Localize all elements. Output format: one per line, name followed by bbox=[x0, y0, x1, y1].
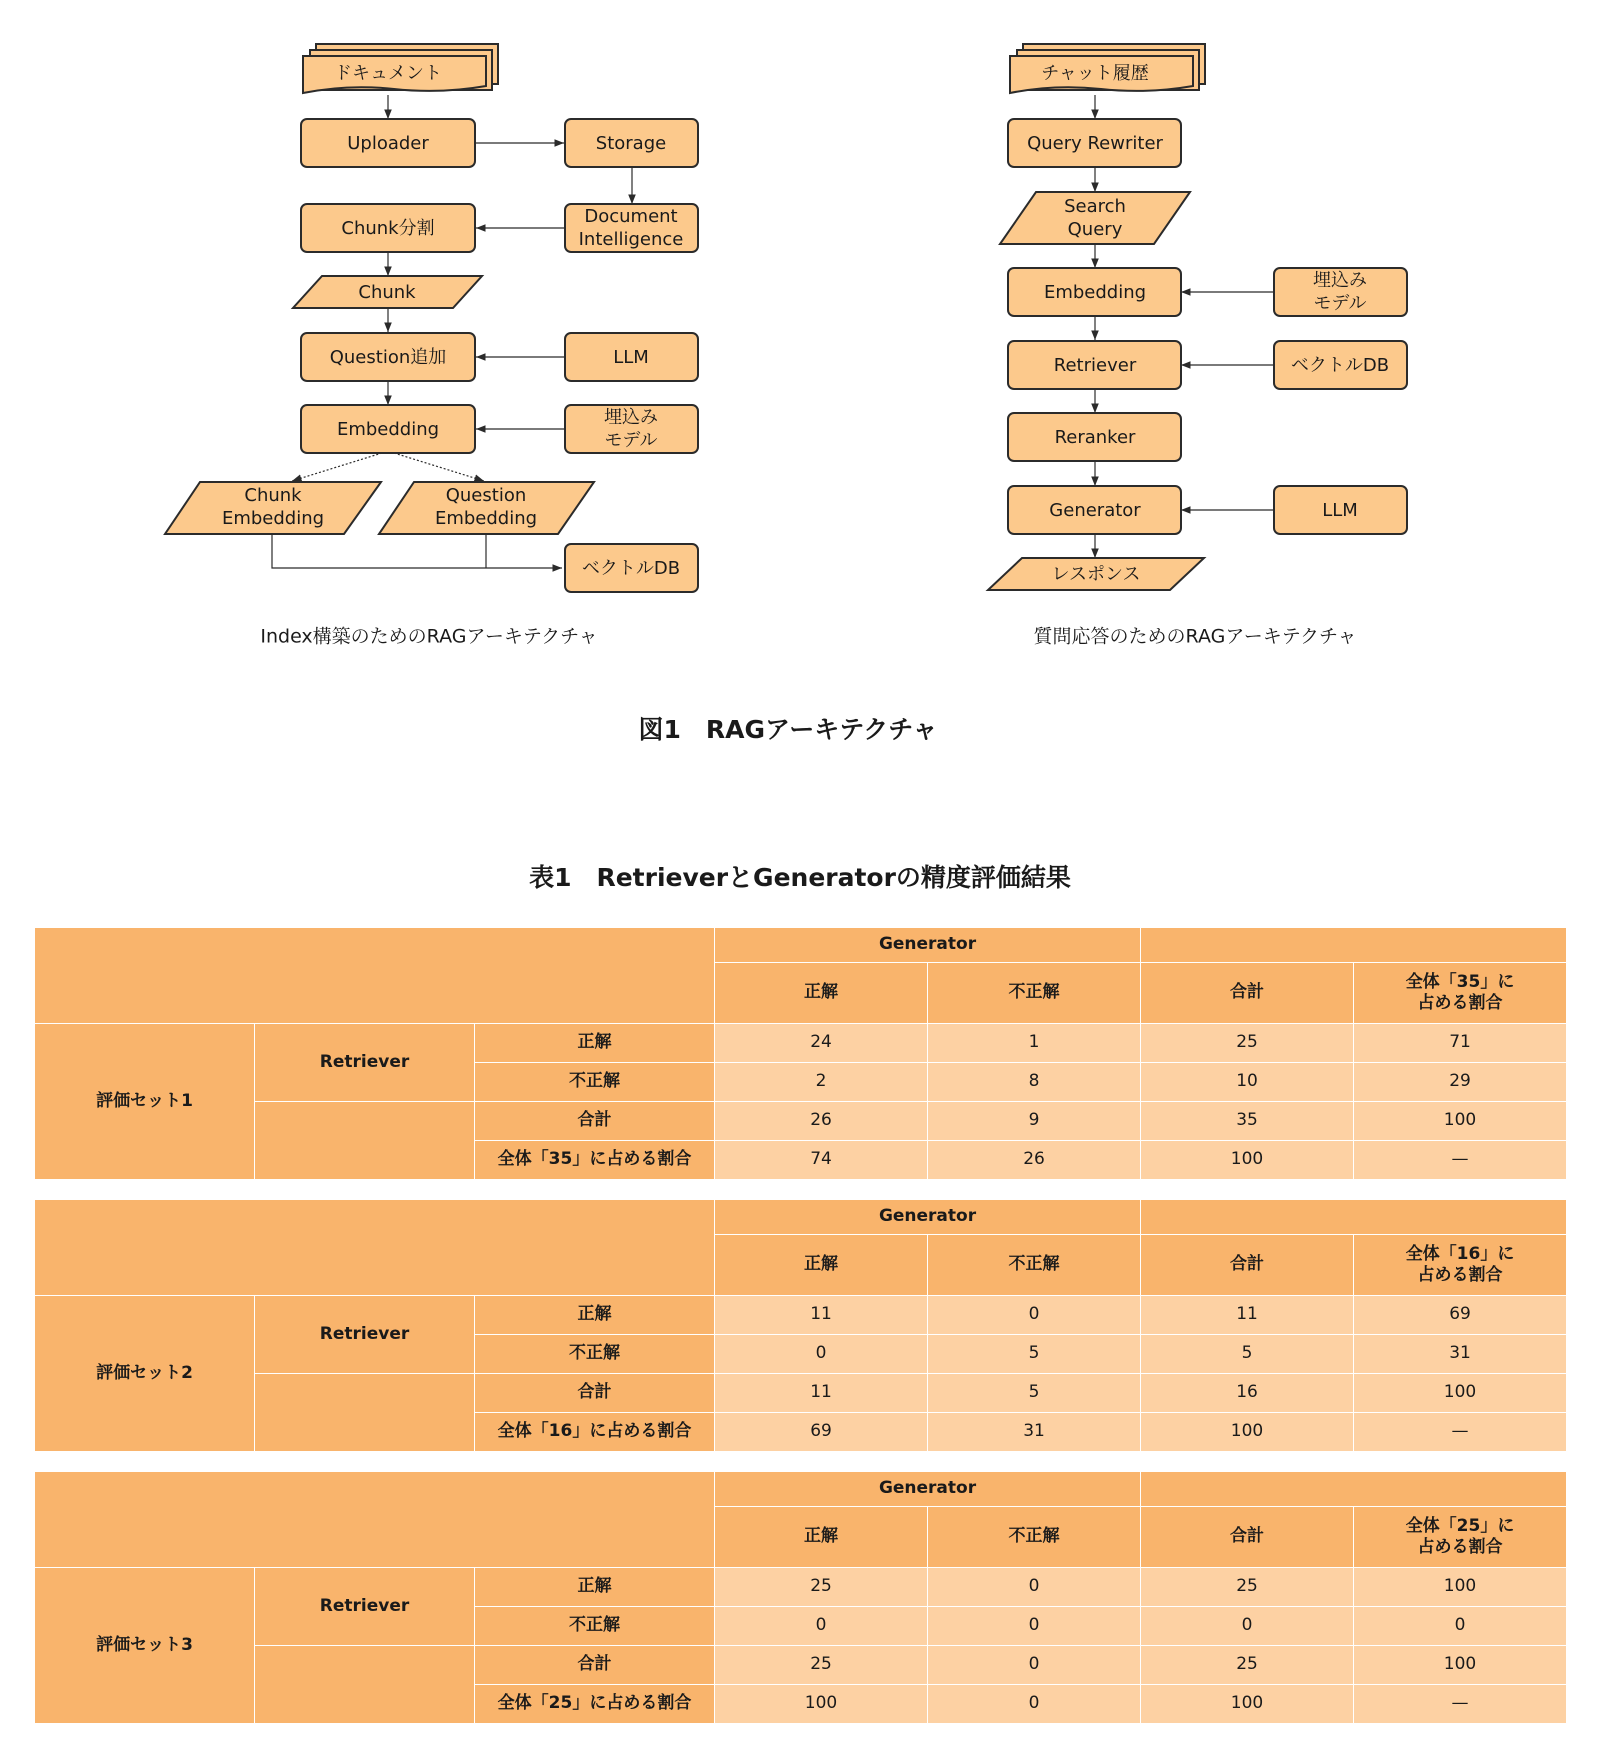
row-header: 正解 bbox=[475, 1296, 715, 1335]
vector-db-node-qa bbox=[1274, 341, 1407, 389]
retriever-header: Retriever bbox=[255, 1024, 475, 1102]
document-intelligence-label-2: Intelligence bbox=[578, 229, 684, 250]
embedding-node-index bbox=[301, 405, 475, 453]
rag-architecture-figure bbox=[0, 0, 1600, 760]
generator-node bbox=[1008, 486, 1181, 534]
table-cell: 11 bbox=[715, 1374, 928, 1413]
share-header-line-2: 占める割合 bbox=[1417, 1537, 1503, 1557]
table-cell: 9 bbox=[928, 1102, 1141, 1141]
row-header: 不正解 bbox=[475, 1063, 715, 1102]
vector-db-label-index: ベクトルDB bbox=[581, 558, 681, 579]
document-node bbox=[303, 44, 498, 93]
evaluation-set-label: 評価セット3 bbox=[35, 1568, 255, 1724]
embed-model-label-qa-2: モデル bbox=[1313, 293, 1367, 314]
table-cell: 0 bbox=[1141, 1607, 1354, 1646]
row-header: 不正解 bbox=[475, 1335, 715, 1374]
embed-model-label-qa-1: 埋込み bbox=[1313, 270, 1367, 291]
question-add-node bbox=[301, 333, 475, 381]
share-header-line-1: 全体「16」に bbox=[1405, 1243, 1515, 1264]
embed-model-node-index bbox=[565, 405, 698, 453]
column-header: 合計 bbox=[1141, 1507, 1354, 1568]
retriever-header: Retriever bbox=[255, 1296, 475, 1374]
uploader-node bbox=[301, 119, 475, 167]
retriever-blank bbox=[255, 1646, 475, 1724]
table-cell: 100 bbox=[1354, 1568, 1567, 1607]
uploader-label: Uploader bbox=[347, 133, 429, 154]
document-intelligence-label-1: Document bbox=[584, 206, 678, 227]
table-cell: 71 bbox=[1354, 1024, 1567, 1063]
query-rewriter-node bbox=[1008, 119, 1181, 167]
table-cell: 31 bbox=[928, 1413, 1141, 1452]
column-header: 不正解 bbox=[928, 1235, 1141, 1296]
table-cell: 8 bbox=[928, 1063, 1141, 1102]
table-cell: 100 bbox=[1354, 1646, 1567, 1685]
table-cell: 0 bbox=[928, 1646, 1141, 1685]
chunk-label: Chunk bbox=[358, 282, 416, 303]
embedding-label-index: Embedding bbox=[336, 419, 440, 440]
chunk-split-label: Chunk分割 bbox=[341, 218, 435, 239]
chunk-split-node bbox=[301, 204, 475, 252]
embed-model-node-qa bbox=[1274, 268, 1407, 316]
table-cell: 1 bbox=[928, 1024, 1141, 1063]
table-cell: 2 bbox=[715, 1063, 928, 1102]
share-column-header bbox=[1354, 1235, 1567, 1296]
search-query-node bbox=[1000, 192, 1190, 244]
qa-architecture-diagram bbox=[988, 44, 1407, 648]
row-header: 正解 bbox=[475, 1024, 715, 1063]
storage-label: Storage bbox=[595, 133, 667, 154]
table-cell: 10 bbox=[1141, 1063, 1354, 1102]
share-column-header bbox=[1354, 1507, 1567, 1568]
table-cell: 100 bbox=[1141, 1141, 1354, 1180]
question-embedding-label-1: Question bbox=[445, 485, 527, 506]
header-blank bbox=[1141, 928, 1567, 963]
retriever-label: Retriever bbox=[1053, 355, 1137, 376]
header-blank bbox=[1141, 1200, 1567, 1235]
row-header: 全体「16」に占める割合 bbox=[475, 1413, 715, 1452]
response-node bbox=[988, 558, 1204, 590]
edge-embedding-questionemb bbox=[394, 453, 484, 481]
column-header: 正解 bbox=[715, 1507, 928, 1568]
table-title: 表1 RetrieverとGeneratorの精度評価結果 bbox=[529, 863, 1071, 892]
table-corner bbox=[35, 928, 715, 1024]
share-header-line-1: 全体「35」に bbox=[1405, 971, 1515, 992]
retriever-blank bbox=[255, 1374, 475, 1452]
table-corner bbox=[35, 1472, 715, 1568]
search-query-label-1: Search bbox=[1064, 196, 1126, 217]
table-cell: 100 bbox=[1141, 1685, 1354, 1724]
column-header: 合計 bbox=[1141, 963, 1354, 1024]
table-cell: 0 bbox=[928, 1296, 1141, 1335]
response-label: レスポンス bbox=[1051, 564, 1141, 585]
evaluation-set-label: 評価セット1 bbox=[35, 1024, 255, 1180]
table-cell: 100 bbox=[1141, 1413, 1354, 1452]
table-cell: 5 bbox=[928, 1335, 1141, 1374]
table-cell: 5 bbox=[928, 1374, 1141, 1413]
table-cell: 25 bbox=[715, 1646, 928, 1685]
embedding-label-qa: Embedding bbox=[1043, 282, 1147, 303]
table-cell: 69 bbox=[1354, 1296, 1567, 1335]
table-cell: 11 bbox=[715, 1296, 928, 1335]
llm-label-index: LLM bbox=[613, 347, 649, 368]
table-cell: 26 bbox=[928, 1141, 1141, 1180]
evaluation-table-set-2 bbox=[34, 1199, 1567, 1452]
row-header: 合計 bbox=[475, 1646, 715, 1685]
chunk-node bbox=[293, 276, 482, 308]
vector-db-label-qa: ベクトルDB bbox=[1290, 355, 1390, 376]
edge-chunkemb-vectordb bbox=[272, 534, 562, 568]
generator-header: Generator bbox=[715, 1472, 1141, 1507]
share-column-header bbox=[1354, 963, 1567, 1024]
chunk-embedding-node bbox=[165, 482, 381, 534]
chunk-embedding-label-2: Embedding bbox=[221, 508, 325, 529]
index-architecture-diagram bbox=[165, 44, 698, 648]
table-cell: 0 bbox=[928, 1685, 1141, 1724]
generator-header: Generator bbox=[715, 928, 1141, 963]
share-header-line-2: 占める割合 bbox=[1417, 993, 1503, 1013]
chat-history-label: チャット履歴 bbox=[1041, 63, 1149, 84]
llm-label-qa: LLM bbox=[1322, 500, 1358, 521]
table-cell: 100 bbox=[715, 1685, 928, 1724]
column-header: 正解 bbox=[715, 963, 928, 1024]
column-header: 合計 bbox=[1141, 1235, 1354, 1296]
row-header: 合計 bbox=[475, 1102, 715, 1141]
row-header: 全体「35」に占める割合 bbox=[475, 1141, 715, 1180]
table-cell: — bbox=[1354, 1141, 1567, 1180]
table-cell: 16 bbox=[1141, 1374, 1354, 1413]
embed-model-label-index-2: モデル bbox=[604, 430, 658, 451]
table-cell: 11 bbox=[1141, 1296, 1354, 1335]
figure-title: 図1 RAGアーキテクチャ bbox=[638, 715, 938, 744]
header-blank bbox=[1141, 1472, 1567, 1507]
embedding-node-qa bbox=[1008, 268, 1181, 316]
question-embedding-node bbox=[379, 482, 594, 534]
table-cell: 69 bbox=[715, 1413, 928, 1452]
row-header: 合計 bbox=[475, 1374, 715, 1413]
table-cell: 100 bbox=[1354, 1374, 1567, 1413]
reranker-node bbox=[1008, 413, 1181, 461]
share-header-line-2: 占める割合 bbox=[1417, 1265, 1503, 1285]
share-header-line-1: 全体「25」に bbox=[1405, 1515, 1515, 1536]
generator-label: Generator bbox=[1049, 500, 1141, 521]
question-embedding-label-2: Embedding bbox=[434, 508, 538, 529]
table-cell: 0 bbox=[715, 1335, 928, 1374]
document-intelligence-node bbox=[565, 204, 698, 252]
row-header: 不正解 bbox=[475, 1607, 715, 1646]
column-header: 不正解 bbox=[928, 1507, 1141, 1568]
table-corner bbox=[35, 1200, 715, 1296]
table-cell: 35 bbox=[1141, 1102, 1354, 1141]
row-header: 正解 bbox=[475, 1568, 715, 1607]
table-cell: 0 bbox=[1354, 1607, 1567, 1646]
document-label: ドキュメント bbox=[334, 63, 442, 84]
storage-node bbox=[565, 119, 698, 167]
reranker-label: Reranker bbox=[1054, 427, 1136, 448]
table-cell: 25 bbox=[1141, 1646, 1354, 1685]
retriever-blank bbox=[255, 1102, 475, 1180]
retriever-node bbox=[1008, 341, 1181, 389]
llm-node-index bbox=[565, 333, 698, 381]
table-cell: 5 bbox=[1141, 1335, 1354, 1374]
evaluation-table-set-3 bbox=[34, 1471, 1567, 1724]
table-cell: 0 bbox=[928, 1568, 1141, 1607]
table-cell: 100 bbox=[1354, 1102, 1567, 1141]
search-query-label-2: Query bbox=[1067, 219, 1123, 240]
question-add-label: Question追加 bbox=[329, 347, 447, 368]
column-header: 正解 bbox=[715, 1235, 928, 1296]
table-cell: 0 bbox=[715, 1607, 928, 1646]
table-cell: 25 bbox=[1141, 1568, 1354, 1607]
table-cell: 31 bbox=[1354, 1335, 1567, 1374]
evaluation-table-set-1 bbox=[34, 927, 1567, 1180]
table-cell: 24 bbox=[715, 1024, 928, 1063]
generator-header: Generator bbox=[715, 1200, 1141, 1235]
table-cell: 29 bbox=[1354, 1063, 1567, 1102]
table-cell: 74 bbox=[715, 1141, 928, 1180]
row-header: 全体「25」に占める割合 bbox=[475, 1685, 715, 1724]
column-header: 不正解 bbox=[928, 963, 1141, 1024]
table-cell: 26 bbox=[715, 1102, 928, 1141]
qa-architecture-caption: 質問応答のためのRAGアーキテクチャ bbox=[1033, 625, 1357, 648]
table-cell: — bbox=[1354, 1413, 1567, 1452]
llm-node-qa bbox=[1274, 486, 1407, 534]
evaluation-set-label: 評価セット2 bbox=[35, 1296, 255, 1452]
table-cell: 25 bbox=[715, 1568, 928, 1607]
table-cell: 25 bbox=[1141, 1024, 1354, 1063]
chunk-embedding-label-1: Chunk bbox=[244, 485, 302, 506]
table-cell: 0 bbox=[928, 1607, 1141, 1646]
table-cell: — bbox=[1354, 1685, 1567, 1724]
chat-history-node bbox=[1010, 44, 1205, 93]
embed-model-label-index-1: 埋込み bbox=[604, 407, 658, 428]
query-rewriter-label: Query Rewriter bbox=[1027, 133, 1163, 154]
vector-db-node-index bbox=[565, 544, 698, 592]
index-architecture-caption: Index構築のためのRAGアーキテクチャ bbox=[260, 625, 598, 648]
edge-embedding-chunkemb bbox=[292, 453, 382, 481]
retriever-header: Retriever bbox=[255, 1568, 475, 1646]
